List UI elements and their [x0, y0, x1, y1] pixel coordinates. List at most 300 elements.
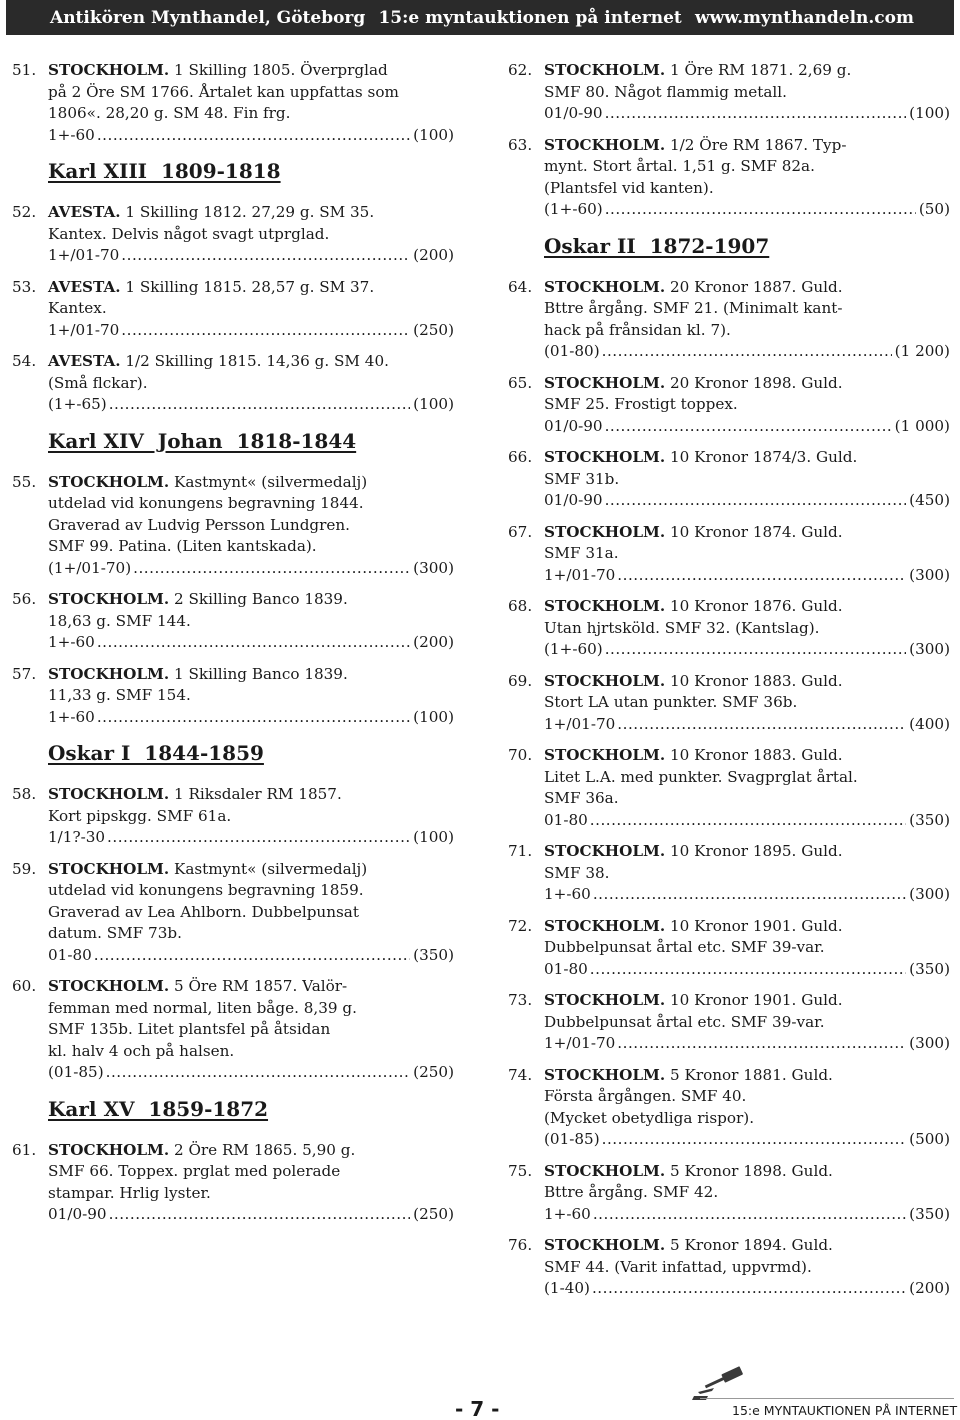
lot-description: 2 Öre RM 1865. 5,90 g. [169, 1140, 356, 1159]
lot-price: (450) [909, 491, 950, 509]
lot-entry [12, 664, 454, 729]
lot-entry [12, 784, 454, 849]
lot-description-line: kl. halv 4 och på halsen. [48, 1041, 235, 1060]
lot-description-line: SMF 38. [544, 863, 610, 882]
lot-grade: 01-80 [544, 959, 588, 978]
lot-body [48, 589, 454, 654]
lot-first-line [544, 1065, 950, 1087]
lot-body [48, 202, 454, 267]
lot-mint: STOCKHOLM. [544, 1065, 666, 1084]
dot-leader [107, 827, 410, 849]
lot-price: (300) [909, 885, 950, 903]
dot-leader [617, 714, 906, 736]
lot-description-line: SMF 31a. [544, 544, 619, 562]
lot-price: (100) [413, 707, 454, 726]
lot-mint: STOCKHOLM. [544, 991, 666, 1009]
lot-description-line: SMF 44. (Varit infattad, uppvrmd). [544, 1257, 812, 1276]
lot-grade: 1+-60 [48, 707, 95, 726]
lot-entry [508, 916, 950, 981]
lot-price: (1 000) [894, 416, 950, 435]
lot-grade: 1+/01-70 [544, 1034, 616, 1052]
lot-entry [12, 472, 454, 580]
lot-number: 72. [508, 916, 533, 935]
lot-body [544, 277, 950, 363]
lot-price-line [48, 394, 454, 416]
dot-leader [592, 1278, 906, 1300]
lot-description: 10 Kronor 1876. Guld. [665, 597, 843, 615]
lot-number: 65. [508, 373, 533, 392]
lot-body [544, 671, 950, 736]
lot-description-line: stampar. Hrlig lyster. [48, 1183, 211, 1202]
lot-grade: 01-80 [544, 810, 588, 829]
lot-number: 56. [12, 590, 37, 608]
lot-number: 55. [12, 472, 37, 491]
lot-number: 57. [12, 664, 37, 683]
lot-body [544, 522, 950, 587]
dot-leader [590, 810, 906, 832]
lot-description-line: Litet L.A. med punkter. Svagprglat årtal. [544, 767, 858, 786]
right-column [508, 60, 950, 1310]
section-heading: Karl XIII 1809-1818 [48, 159, 281, 183]
lot-body [544, 373, 950, 438]
lot-price: (350) [909, 1204, 950, 1223]
lot-first-line [48, 60, 454, 82]
lot-description-line: (Små flckar). [48, 373, 148, 392]
header-bar [6, 0, 954, 35]
lot-description: 20 Kronor 1898. Guld. [665, 373, 843, 392]
lot-price-line [544, 1129, 950, 1151]
lot-description: 1 Riksdaler RM 1857. [169, 785, 342, 803]
lot-number: 59. [12, 859, 37, 878]
lot-first-line [544, 277, 950, 299]
lot-description-line: mynt. Stort årtal. 1,51 g. SMF 82a. [544, 157, 815, 175]
lot-first-line [544, 841, 950, 863]
lot-body [544, 1065, 950, 1151]
lot-first-line [48, 976, 454, 998]
lot-entry [508, 990, 950, 1055]
lot-grade: 01/0-90 [544, 491, 603, 509]
lot-mint: STOCKHOLM. [544, 1161, 666, 1180]
lot-first-line [48, 859, 454, 881]
lot-body [48, 277, 454, 342]
lot-first-line [544, 916, 950, 938]
lot-price-line [544, 341, 950, 363]
lot-grade: 01/0-90 [544, 104, 603, 122]
dot-leader [109, 1204, 411, 1226]
lot-grade: (01-85) [48, 1063, 104, 1081]
lot-description: Kastmynt« (silvermedalj) [169, 472, 368, 491]
lot-mint: STOCKHOLM. [48, 61, 170, 79]
lot-first-line [48, 472, 454, 494]
lot-description: 5 Öre RM 1857. Valör- [169, 977, 348, 995]
lot-description-line: Kantex. [48, 299, 107, 317]
lot-description: 1 Skilling 1812. 27,29 g. SM 35. [120, 203, 375, 221]
section-heading: Karl XIV Johan 1818-1844 [48, 428, 357, 453]
lot-description: 1 Skilling 1815. 28,57 g. SM 37. [120, 277, 375, 296]
lot-price-line [48, 707, 454, 729]
dot-leader [602, 341, 892, 363]
lot-number: 75. [508, 1161, 533, 1180]
lot-first-line [544, 522, 950, 544]
lot-body [544, 841, 950, 906]
lot-price: (300) [413, 558, 454, 577]
lot-mint: AVESTA. [48, 203, 121, 221]
lot-number: 58. [12, 785, 37, 803]
lot-price-line [544, 714, 950, 736]
lot-description-line: (Mycket obetydliga rispor). [544, 1108, 755, 1127]
lot-price: (100) [413, 125, 454, 144]
lot-price-line [544, 1204, 950, 1226]
lot-grade: 1+/01-70 [544, 565, 616, 584]
lot-mint: STOCKHOLM. [48, 472, 170, 491]
lot-mint: STOCKHOLM. [48, 590, 170, 608]
lot-first-line [48, 664, 454, 686]
lot-description-line: på 2 Öre SM 1766. Årtalet kan uppfattas som [48, 82, 399, 101]
lot-mint: STOCKHOLM. [48, 977, 170, 995]
lot-grade: 01/0-90 [544, 416, 603, 435]
footer-label: 15:e MYNTAUKTIONEN PÅ INTERNET [732, 1403, 958, 1418]
lot-price-line [48, 558, 454, 580]
lot-price-line [544, 810, 950, 832]
lot-price-line [48, 632, 454, 654]
lot-description-line: Bttre årgång. SMF 21. (Minimalt kant- [544, 299, 843, 317]
lot-entry [508, 522, 950, 587]
lot-price: (200) [413, 246, 454, 264]
lot-first-line [544, 990, 950, 1012]
lot-price: (250) [413, 1205, 454, 1223]
lot-price-line [48, 1204, 454, 1226]
lot-price-line [544, 1033, 950, 1055]
dot-leader [590, 959, 906, 981]
lot-price: (300) [909, 1034, 950, 1052]
lot-description-line: Graverad av Lea Ahlborn. Dubbelpunsat [48, 902, 359, 921]
lot-first-line [544, 596, 950, 618]
section-heading: Oskar II 1872-1907 [544, 233, 770, 258]
lot-description: 1 Skilling 1805. Överprglad [169, 61, 388, 79]
lot-description-line: Stort LA utan punkter. SMF 36b. [544, 693, 798, 711]
lot-grade: 1+-60 [544, 1204, 591, 1223]
lot-grade: 1+-60 [48, 125, 95, 144]
lot-grade: (1+/01-70) [48, 558, 132, 577]
dot-leader [605, 416, 892, 438]
lot-description-line: SMF 135b. Litet plantsfel på åtsidan [48, 1020, 331, 1038]
dot-leader [605, 199, 916, 221]
lot-description-line: Bttre årgång. SMF 42. [544, 1183, 719, 1201]
lot-description-line: SMF 31b. [544, 469, 620, 488]
lot-body [544, 745, 950, 831]
lot-price: (50) [918, 200, 950, 218]
lot-entry [508, 60, 950, 125]
lot-body [544, 447, 950, 512]
lot-description: 10 Kronor 1901. Guld. [665, 916, 843, 935]
dot-leader [617, 565, 906, 587]
lot-entry [12, 859, 454, 967]
lot-grade: (1+-60) [544, 640, 603, 658]
left-column [12, 60, 454, 1236]
lot-mint: STOCKHOLM. [544, 135, 666, 154]
lot-price-line [544, 639, 950, 661]
lot-price: (500) [909, 1130, 950, 1148]
lot-description-line: Kort pipskgg. SMF 61a. [48, 806, 232, 825]
dot-leader [121, 245, 410, 267]
page-number: - 7 - [455, 1397, 500, 1420]
header-left: Antikören Mynthandel, Göteborg [50, 7, 366, 28]
lot-mint: STOCKHOLM. [48, 664, 170, 683]
lot-price: (400) [909, 714, 950, 733]
lot-entry [508, 841, 950, 906]
lot-entry [12, 1140, 454, 1226]
lot-description-line: hack på frånsidan kl. 7). [544, 320, 731, 339]
lot-body [48, 859, 454, 967]
lot-description-line: Dubbelpunsat årtal etc. SMF 39-var. [544, 1012, 825, 1031]
lot-grade: 1+/01-70 [48, 320, 120, 339]
dot-leader [121, 320, 410, 342]
lot-entry [12, 589, 454, 654]
lot-entry [508, 1235, 950, 1300]
lot-body [544, 135, 950, 221]
lot-mint: STOCKHOLM. [48, 859, 170, 878]
dot-leader [605, 103, 907, 125]
lot-price: (100) [413, 395, 454, 413]
lot-description: 1 Skilling Banco 1839. [169, 664, 348, 683]
dot-leader [109, 394, 410, 416]
lot-description-line: Utan hjrtsköld. SMF 32. (Kantslag). [544, 618, 820, 637]
lot-number: 60. [12, 977, 37, 995]
section-heading: Karl XV 1859-1872 [48, 1096, 269, 1121]
lot-first-line [48, 202, 454, 224]
lot-first-line [544, 135, 950, 157]
lot-price: (250) [413, 1063, 454, 1081]
lot-grade: 1+/01-70 [48, 246, 120, 264]
lot-price: (1 200) [894, 342, 950, 360]
lot-price-line [48, 1062, 454, 1084]
lot-description: 5 Kronor 1881. Guld. [665, 1065, 833, 1084]
lot-price-line [544, 199, 950, 221]
dot-leader [94, 945, 410, 967]
dot-leader [97, 125, 410, 147]
footer-rule [700, 1398, 954, 1399]
lot-mint: STOCKHOLM. [544, 522, 666, 541]
lot-grade: 1+-60 [48, 633, 95, 651]
lot-grade: 1+-60 [544, 885, 591, 903]
lot-price: (250) [413, 320, 454, 339]
lot-number: 74. [508, 1065, 533, 1084]
lot-grade: (01-85) [544, 1130, 600, 1148]
lot-first-line [48, 277, 454, 299]
lot-entry [508, 1065, 950, 1151]
lot-body [544, 990, 950, 1055]
lot-number: 69. [508, 671, 533, 690]
lot-mint: AVESTA. [48, 277, 121, 296]
lot-first-line [48, 1140, 454, 1162]
lot-body [48, 664, 454, 729]
lot-grade: (1+-60) [544, 200, 603, 218]
lot-description-line: femman med normal, liten båge. 8,39 g. [48, 998, 357, 1017]
lot-grade: (01-80) [544, 342, 600, 360]
lot-description-line: datum. SMF 73b. [48, 924, 182, 942]
lot-price: (300) [909, 640, 950, 658]
lot-description-line: SMF 66. Toppex. prglat med polerade [48, 1162, 341, 1180]
header-right[interactable]: www.mynthandeln.com [694, 7, 914, 28]
lot-price: (100) [413, 828, 454, 846]
lot-description-line: SMF 99. Patina. (Liten kantskada). [48, 537, 317, 555]
lot-price-line [48, 945, 454, 967]
lot-description: 1/2 Skilling 1815. 14,36 g. SM 40. [120, 352, 389, 370]
lot-first-line [544, 1235, 950, 1257]
lot-number: 73. [508, 991, 533, 1009]
lot-description: 1 Öre RM 1871. 2,69 g. [665, 61, 852, 79]
lot-first-line [544, 373, 950, 395]
section-heading: Oskar I 1844-1859 [48, 741, 264, 765]
lot-number: 61. [12, 1140, 37, 1159]
lot-description-line: utdelad vid konungens begravning 1844. [48, 494, 364, 512]
lot-body [544, 1161, 950, 1226]
lot-grade: (1+-65) [48, 395, 107, 413]
lot-description-line: utdelad vid konungens begravning 1859. [48, 881, 364, 899]
lot-grade: (1-40) [544, 1279, 590, 1297]
lot-mint: STOCKHOLM. [544, 373, 666, 392]
dot-leader [97, 707, 410, 729]
lot-number: 63. [508, 135, 533, 154]
lot-description-line: 1806«. 28,20 g. SM 48. Fin frg. [48, 104, 291, 122]
lot-description-line: SMF 25. Frostigt toppex. [544, 395, 738, 413]
lot-description: 10 Kronor 1874/3. Guld. [665, 448, 858, 466]
lot-body [48, 976, 454, 1084]
lot-body [48, 1140, 454, 1226]
lot-mint: STOCKHOLM. [544, 597, 666, 615]
lot-body [544, 916, 950, 981]
lot-price: (200) [909, 1279, 950, 1297]
lot-entry [508, 447, 950, 512]
lot-mint: STOCKHOLM. [544, 277, 666, 296]
lot-grade: 01/0-90 [48, 1205, 107, 1223]
dot-leader [593, 1204, 906, 1226]
lot-grade: 1+/01-70 [544, 714, 616, 733]
lot-description: 1/2 Öre RM 1867. Typ- [665, 135, 847, 154]
lot-price-line [544, 416, 950, 438]
lot-entry [12, 60, 454, 146]
lot-mint: STOCKHOLM. [544, 746, 666, 764]
lot-price: (350) [909, 810, 950, 829]
lot-price-line [48, 125, 454, 147]
lot-price: (350) [909, 959, 950, 978]
lot-price-line [544, 565, 950, 587]
lot-body [48, 472, 454, 580]
lot-number: 53. [12, 277, 37, 296]
lot-description-line: Dubbelpunsat årtal etc. SMF 39-var. [544, 938, 825, 956]
lot-entry [12, 202, 454, 267]
dot-leader [602, 1129, 907, 1151]
lot-description-line: SMF 80. Något flammig metall. [544, 82, 787, 101]
lot-body [48, 784, 454, 849]
lot-mint: STOCKHOLM. [544, 1236, 666, 1254]
lot-entry [508, 596, 950, 661]
lot-price-line [544, 1278, 950, 1300]
lot-description-line: Kantex. Delvis något svagt utprglad. [48, 224, 330, 243]
lot-body [48, 351, 454, 416]
lot-description: Kastmynt« (silvermedalj) [169, 859, 368, 878]
lot-description-line: Första årgången. SMF 40. [544, 1087, 747, 1105]
lot-price: (350) [413, 945, 454, 964]
dot-leader [97, 632, 410, 654]
lot-price: (300) [909, 565, 950, 584]
lot-entry [508, 671, 950, 736]
lot-first-line [544, 1161, 950, 1183]
lot-mint: STOCKHOLM. [544, 671, 666, 690]
lot-price-line [544, 884, 950, 906]
lot-price: (200) [413, 633, 454, 651]
lot-number: 66. [508, 448, 533, 466]
lot-mint: STOCKHOLM. [544, 61, 666, 79]
lot-first-line [544, 447, 950, 469]
lot-description: 2 Skilling Banco 1839. [169, 590, 348, 608]
lot-description-line: SMF 36a. [544, 789, 619, 807]
dot-leader [593, 884, 906, 906]
lot-entry [508, 745, 950, 831]
lot-first-line [544, 671, 950, 693]
lot-body [544, 60, 950, 125]
lot-description-line: (Plantsfel vid kanten). [544, 178, 714, 197]
lot-price-line [48, 827, 454, 849]
lot-description: 10 Kronor 1901. Guld. [665, 991, 843, 1009]
lot-entry [508, 277, 950, 363]
lot-body [48, 60, 454, 146]
lot-body [544, 596, 950, 661]
lot-price-line [544, 490, 950, 512]
lot-body [544, 1235, 950, 1300]
lot-entry [12, 277, 454, 342]
lot-mint: STOCKHOLM. [544, 916, 666, 935]
lot-first-line [544, 745, 950, 767]
lot-price-line [48, 320, 454, 342]
dot-leader [605, 639, 906, 661]
lot-description-line: 11,33 g. SMF 154. [48, 686, 191, 704]
lot-description: 5 Kronor 1894. Guld. [665, 1236, 833, 1254]
lot-description: 10 Kronor 1874. Guld. [665, 522, 843, 541]
lot-mint: STOCKHOLM. [48, 1140, 170, 1159]
lot-description: 10 Kronor 1883. Guld. [665, 671, 843, 690]
lot-mint: STOCKHOLM. [544, 448, 666, 466]
lot-number: 64. [508, 277, 533, 296]
lot-price: (100) [909, 104, 950, 122]
dot-leader [106, 1062, 411, 1084]
lot-mint: STOCKHOLM. [48, 785, 170, 803]
lot-number: 62. [508, 61, 533, 79]
lot-mint: AVESTA. [48, 352, 121, 370]
lot-first-line [48, 589, 454, 611]
lot-first-line [48, 784, 454, 806]
lot-description-line: Graverad av Ludvig Persson Lundgren. [48, 515, 350, 534]
lot-number: 68. [508, 597, 533, 615]
header-center: 15:e myntauktionen på internet [378, 7, 682, 28]
lot-grade: 01-80 [48, 945, 92, 964]
lot-price-line [544, 959, 950, 981]
lot-price-line [48, 245, 454, 267]
dot-leader [617, 1033, 906, 1055]
lot-description: 10 Kronor 1883. Guld. [665, 746, 843, 764]
lot-description: 10 Kronor 1895. Guld. [665, 842, 843, 860]
lot-description: 5 Kronor 1898. Guld. [665, 1161, 833, 1180]
dot-leader [133, 558, 410, 580]
lot-mint: STOCKHOLM. [544, 842, 666, 860]
lot-entry [508, 373, 950, 438]
lot-number: 51. [12, 61, 37, 79]
lot-entry [508, 135, 950, 221]
lot-price-line [544, 103, 950, 125]
lot-entry [12, 976, 454, 1084]
lot-number: 54. [12, 352, 37, 370]
lot-number: 71. [508, 842, 533, 860]
